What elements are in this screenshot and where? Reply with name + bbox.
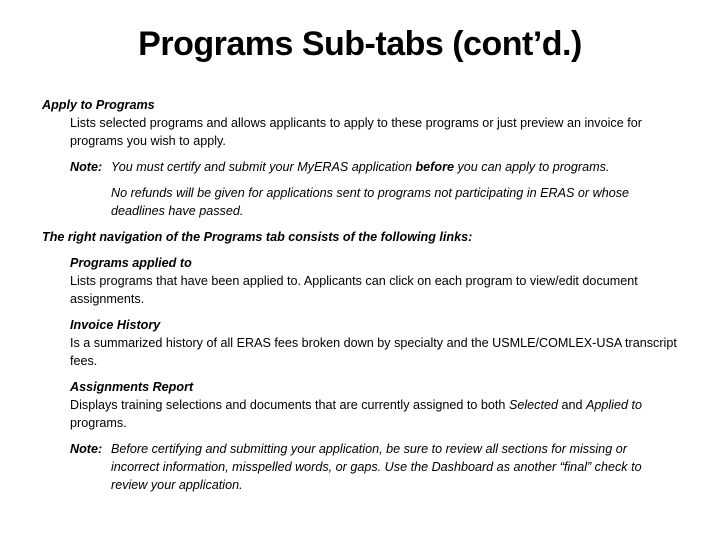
right-nav-heading: The right navigation of the Programs tab consists of the following links: — [42, 230, 473, 244]
refund-note-line1: No refunds will be given for applications sent to programs not participating in ERAS or whose — [111, 186, 630, 200]
final-note — [42, 440, 692, 494]
final-note-text — [111, 440, 692, 494]
final-note-label: Note: — [70, 442, 103, 456]
apply-note — [42, 158, 692, 176]
refund-note — [42, 184, 692, 220]
assignments-line1-pre: Displays training selections and documents that are currently assigned to both — [70, 398, 509, 412]
final-note-line3: review your application. — [111, 478, 243, 492]
slide-content — [42, 96, 692, 494]
apply-desc-line1: Lists selected programs and allows applicants to apply to these programs or just preview an invoice for — [70, 116, 642, 130]
selected-word: Selected — [508, 398, 558, 412]
programs-applied-line2: assignments. — [70, 292, 145, 306]
applied-to-word: Applied to — [585, 398, 642, 412]
refund-note-line2: deadlines have passed. — [111, 204, 244, 218]
invoice-history-line2: fees. — [70, 354, 98, 368]
assignments-report-heading: Assignments Report — [70, 380, 194, 394]
final-note-line2: incorrect information, misspelled words, or gaps. Use the Dashboard as another “final” check to — [111, 460, 642, 474]
invoice-history-heading: Invoice History — [70, 318, 161, 332]
and-word: and — [557, 398, 586, 412]
final-note-line1: Before certifying and submitting your application, be sure to review all sections for missing or — [111, 442, 627, 456]
note1-post: you can apply to programs. — [453, 160, 610, 174]
apply-desc-line2: programs you wish to apply. — [70, 134, 226, 148]
assignments-report-line2: programs. — [70, 416, 127, 430]
note-label: Note: — [70, 160, 103, 174]
programs-applied-desc — [42, 272, 692, 308]
apply-to-programs-desc — [42, 114, 692, 150]
programs-applied-line1: Lists programs that have been applied to. Applicants can click on each program to view/edit document — [70, 274, 638, 288]
assignments-report-desc — [42, 396, 692, 432]
apply-to-programs-heading: Apply to Programs — [42, 98, 155, 112]
programs-applied-heading: Programs applied to — [70, 256, 192, 270]
note-text — [111, 158, 692, 176]
note1-bold: before — [415, 160, 454, 174]
invoice-history-line1: Is a summarized history of all ERAS fees broken down by specialty and the USMLE/COMLEX-USA transcript — [70, 336, 677, 350]
note1-pre: You must certify and submit your MyERAS application — [111, 160, 416, 174]
assignments-report-line1 — [70, 396, 692, 414]
invoice-history-desc — [42, 334, 692, 370]
page-title: Programs Sub-tabs (cont’d.) — [138, 25, 582, 63]
